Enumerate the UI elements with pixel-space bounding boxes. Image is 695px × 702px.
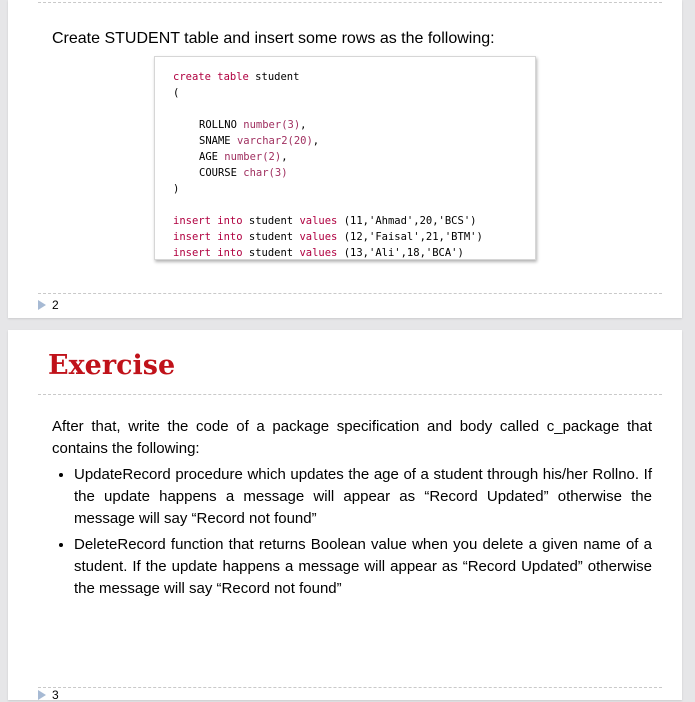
divider-title xyxy=(38,394,662,395)
code-keyword: values xyxy=(299,215,338,227)
column-type: varchar2(20) xyxy=(236,135,313,147)
slide-marker-icon xyxy=(38,300,46,310)
slide-number-label: 3 xyxy=(52,688,59,702)
column-name: COURSE xyxy=(199,167,237,179)
list-item: • UpdateRecord procedure which updates the age of a student through his/her Rollno. If the update happens a message will appear as “Record Updated” otherwise the message will say “Record not found” xyxy=(74,464,652,530)
code-line-column xyxy=(173,149,535,165)
code-line-open-paren: ( xyxy=(173,87,180,99)
column-name: AGE xyxy=(199,151,218,163)
code-text: student xyxy=(242,231,300,243)
exercise-title: Exercise xyxy=(48,350,176,381)
column-type: number(3) xyxy=(243,119,301,131)
divider-top xyxy=(38,2,662,3)
column-sep: , xyxy=(312,135,320,147)
column-type: number(2) xyxy=(224,151,282,163)
exercise-body xyxy=(52,416,652,604)
column-name: ROLLNO xyxy=(199,119,237,131)
code-line-close-paren: ) xyxy=(173,183,180,195)
slide-3 xyxy=(8,330,682,700)
code-line-column xyxy=(173,117,535,133)
exercise-bullet-list xyxy=(52,464,652,600)
code-values: (11,'Ahmad',20,'BCS') xyxy=(337,215,477,227)
sql-code-box xyxy=(154,56,536,260)
slide-number xyxy=(38,298,59,312)
code-keyword: insert into xyxy=(173,215,243,227)
code-line-insert xyxy=(173,213,535,229)
code-values: (12,'Faisal',21,'BTM') xyxy=(337,231,483,243)
code-keyword: create table xyxy=(173,71,249,83)
code-keyword: insert into xyxy=(173,247,243,259)
slide-marker-icon xyxy=(38,690,46,700)
code-text: student xyxy=(242,247,300,259)
slide-number-label: 2 xyxy=(52,298,59,312)
code-line-insert xyxy=(173,245,535,261)
column-sep: , xyxy=(281,151,288,163)
slide-intro-text: Create STUDENT table and insert some rows as the following: xyxy=(52,30,495,47)
code-text: student xyxy=(248,71,300,83)
divider-bottom xyxy=(38,293,662,294)
code-keyword: values xyxy=(299,231,338,243)
code-line-column xyxy=(173,133,535,149)
code-line-create xyxy=(173,69,535,85)
code-blank-line xyxy=(173,101,535,117)
code-values: (13,'Ali',18,'BCA') xyxy=(337,247,464,259)
column-sep: , xyxy=(300,119,307,131)
column-type: char(3) xyxy=(243,167,288,179)
code-keyword: insert into xyxy=(173,231,243,243)
slide-2 xyxy=(8,0,682,318)
list-item: • DeleteRecord function that returns Boolean value when you delete a given name of a student. If the update happens a message will appear as “Record Updated” otherwise the message will say “Record not found” xyxy=(74,534,652,600)
code-line-column xyxy=(173,165,535,181)
code-keyword: values xyxy=(299,247,338,259)
exercise-paragraph: After that, write the code of a package specification and body called c_package that contains the following: xyxy=(52,418,652,457)
code-blank-line xyxy=(173,197,535,213)
column-name: SNAME xyxy=(199,135,231,147)
divider-bottom xyxy=(38,687,662,688)
code-text: student xyxy=(242,215,300,227)
code-line-insert xyxy=(173,229,535,245)
